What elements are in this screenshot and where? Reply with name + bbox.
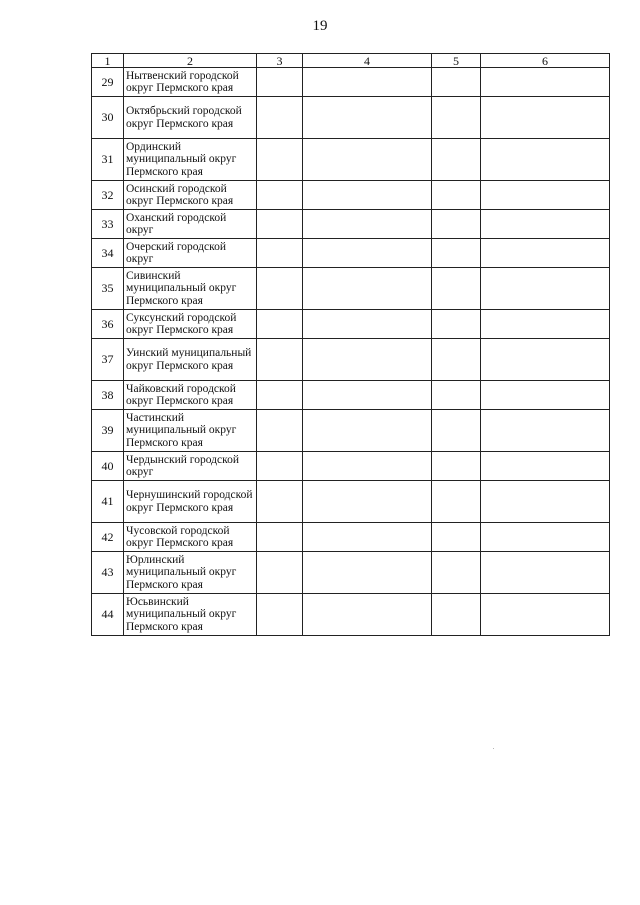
empty-cell-col-6 <box>481 410 610 452</box>
municipality-name: Суксунский городской округ Пермского края <box>124 310 257 339</box>
municipality-name: Чусовской городской округ Пермского края <box>124 523 257 552</box>
table-row <box>92 452 610 481</box>
row-number: 31 <box>92 139 124 181</box>
municipality-name: Юрлинский муниципальный округ Пермского края <box>124 552 257 594</box>
row-number: 29 <box>92 68 124 97</box>
column-header-2: 2 <box>124 54 257 68</box>
municipalities-table <box>91 53 610 636</box>
table-row <box>92 210 610 239</box>
empty-cell-col-6 <box>481 339 610 381</box>
empty-cell-col-4 <box>303 210 432 239</box>
empty-cell-col-4 <box>303 181 432 210</box>
empty-cell-col-4 <box>303 594 432 636</box>
municipality-name: Частинский муниципальный округ Пермского края <box>124 410 257 452</box>
row-number: 37 <box>92 339 124 381</box>
table-row <box>92 268 610 310</box>
empty-cell-col-6 <box>481 310 610 339</box>
empty-cell-col-3 <box>257 139 303 181</box>
municipality-name: Нытвенский городской округ Пермского края <box>124 68 257 97</box>
empty-cell-col-4 <box>303 239 432 268</box>
empty-cell-col-3 <box>257 481 303 523</box>
table-row <box>92 310 610 339</box>
row-number: 38 <box>92 381 124 410</box>
table-row <box>92 552 610 594</box>
empty-cell-col-5 <box>432 181 481 210</box>
empty-cell-col-4 <box>303 523 432 552</box>
empty-cell-col-6 <box>481 181 610 210</box>
row-number: 36 <box>92 310 124 339</box>
row-number: 40 <box>92 452 124 481</box>
empty-cell-col-4 <box>303 452 432 481</box>
empty-cell-col-4 <box>303 339 432 381</box>
row-number: 34 <box>92 239 124 268</box>
table-header-row <box>92 54 610 68</box>
empty-cell-col-6 <box>481 381 610 410</box>
column-header-3: 3 <box>257 54 303 68</box>
table-row <box>92 523 610 552</box>
empty-cell-col-4 <box>303 310 432 339</box>
municipality-name: Сивинский муниципальный округ Пермского края <box>124 268 257 310</box>
table-row <box>92 481 610 523</box>
empty-cell-col-3 <box>257 68 303 97</box>
empty-cell-col-6 <box>481 481 610 523</box>
empty-cell-col-6 <box>481 210 610 239</box>
empty-cell-col-5 <box>432 381 481 410</box>
empty-cell-col-6 <box>481 552 610 594</box>
empty-cell-col-5 <box>432 97 481 139</box>
table-row <box>92 181 610 210</box>
empty-cell-col-5 <box>432 410 481 452</box>
scan-speck <box>493 748 494 749</box>
empty-cell-col-4 <box>303 552 432 594</box>
empty-cell-col-3 <box>257 452 303 481</box>
table-row <box>92 139 610 181</box>
empty-cell-col-5 <box>432 239 481 268</box>
empty-cell-col-3 <box>257 552 303 594</box>
empty-cell-col-4 <box>303 97 432 139</box>
column-header-6: 6 <box>481 54 610 68</box>
empty-cell-col-5 <box>432 310 481 339</box>
row-number: 42 <box>92 523 124 552</box>
empty-cell-col-5 <box>432 68 481 97</box>
municipality-name: Чердынский городской округ <box>124 452 257 481</box>
empty-cell-col-6 <box>481 139 610 181</box>
municipality-name: Ординский муниципальный округ Пермского края <box>124 139 257 181</box>
table-body <box>92 54 610 636</box>
municipality-name: Очерский городской округ <box>124 239 257 268</box>
empty-cell-col-6 <box>481 594 610 636</box>
empty-cell-col-6 <box>481 523 610 552</box>
empty-cell-col-6 <box>481 239 610 268</box>
empty-cell-col-3 <box>257 410 303 452</box>
empty-cell-col-6 <box>481 68 610 97</box>
table-row <box>92 410 610 452</box>
empty-cell-col-4 <box>303 268 432 310</box>
empty-cell-col-5 <box>432 210 481 239</box>
column-header-4: 4 <box>303 54 432 68</box>
municipality-name: Юсьвинский муниципальный округ Пермского края <box>124 594 257 636</box>
empty-cell-col-5 <box>432 523 481 552</box>
empty-cell-col-6 <box>481 97 610 139</box>
empty-cell-col-3 <box>257 594 303 636</box>
table-row <box>92 381 610 410</box>
municipality-name: Октябрьский городской округ Пермского края <box>124 97 257 139</box>
empty-cell-col-3 <box>257 339 303 381</box>
municipality-name: Осинский городской округ Пермского края <box>124 181 257 210</box>
column-header-1: 1 <box>92 54 124 68</box>
empty-cell-col-3 <box>257 181 303 210</box>
empty-cell-col-4 <box>303 410 432 452</box>
empty-cell-col-6 <box>481 452 610 481</box>
empty-cell-col-3 <box>257 381 303 410</box>
table-row <box>92 594 610 636</box>
empty-cell-col-6 <box>481 268 610 310</box>
empty-cell-col-5 <box>432 268 481 310</box>
row-number: 32 <box>92 181 124 210</box>
empty-cell-col-3 <box>257 523 303 552</box>
row-number: 33 <box>92 210 124 239</box>
table-row <box>92 239 610 268</box>
row-number: 35 <box>92 268 124 310</box>
empty-cell-col-4 <box>303 139 432 181</box>
empty-cell-col-4 <box>303 381 432 410</box>
empty-cell-col-3 <box>257 210 303 239</box>
row-number: 30 <box>92 97 124 139</box>
empty-cell-col-3 <box>257 268 303 310</box>
empty-cell-col-3 <box>257 97 303 139</box>
empty-cell-col-5 <box>432 481 481 523</box>
empty-cell-col-3 <box>257 310 303 339</box>
row-number: 44 <box>92 594 124 636</box>
empty-cell-col-5 <box>432 594 481 636</box>
municipality-name: Чернушинский городской округ Пермского края <box>124 481 257 523</box>
empty-cell-col-3 <box>257 239 303 268</box>
row-number: 43 <box>92 552 124 594</box>
page-number: 19 <box>312 18 328 34</box>
empty-cell-col-4 <box>303 68 432 97</box>
municipality-name: Оханский городской округ <box>124 210 257 239</box>
empty-cell-col-5 <box>432 552 481 594</box>
row-number: 41 <box>92 481 124 523</box>
table-row <box>92 68 610 97</box>
empty-cell-col-4 <box>303 481 432 523</box>
empty-cell-col-5 <box>432 339 481 381</box>
table-row <box>92 97 610 139</box>
row-number: 39 <box>92 410 124 452</box>
municipality-name: Уинский муниципальный округ Пермского края <box>124 339 257 381</box>
table-row <box>92 339 610 381</box>
empty-cell-col-5 <box>432 139 481 181</box>
empty-cell-col-5 <box>432 452 481 481</box>
column-header-5: 5 <box>432 54 481 68</box>
municipality-name: Чайковский городской округ Пермского края <box>124 381 257 410</box>
